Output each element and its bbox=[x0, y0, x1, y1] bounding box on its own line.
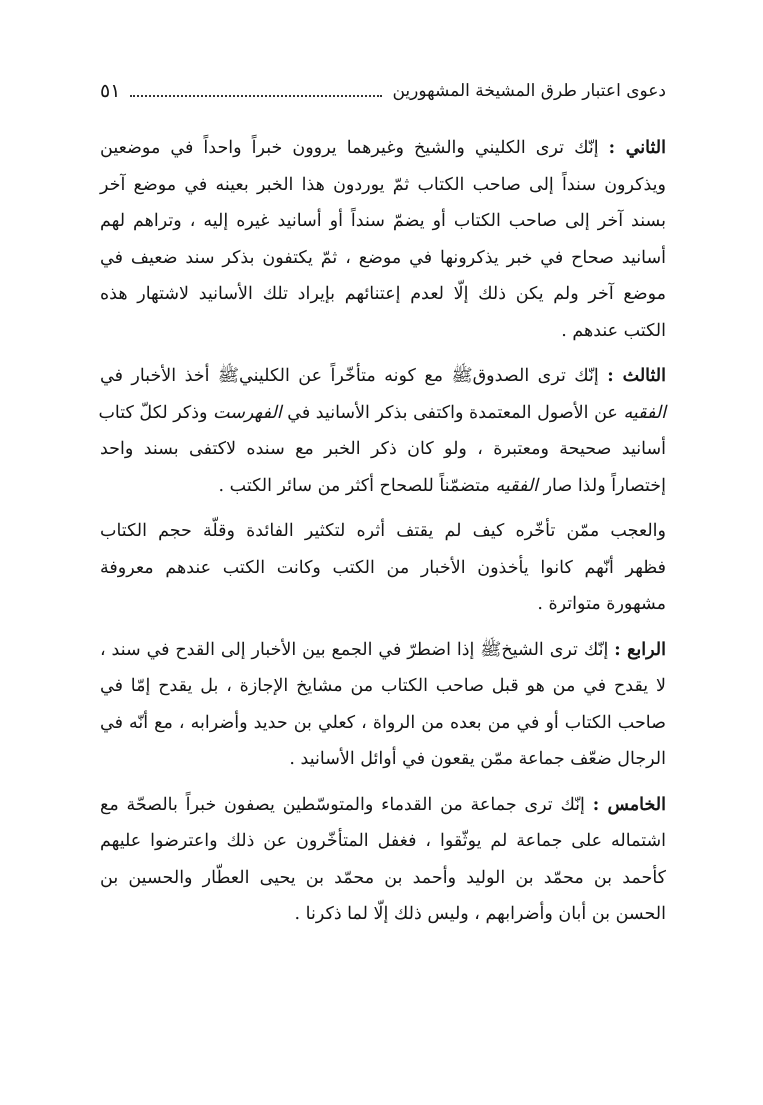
line-text: اشتماله على جماعة لم يوثّقوا ، فغفل المتأخّرون عن ذلك واعترضوا عليهم bbox=[100, 831, 666, 851]
paragraph bbox=[100, 787, 666, 933]
text-line bbox=[100, 240, 666, 277]
line-text: إنّك ترى الشيخﷺ إذا اضطرّ في الجمع بين الأخبار إلى القدح في سند ، bbox=[100, 639, 615, 660]
text-line bbox=[100, 860, 666, 897]
line-text: إنّك ترى جماعة من القدماء والمتوسّطين يصفون خبراً بالصحّة مع bbox=[100, 794, 593, 815]
line-text: الرجال ضعّف جماعة ممّن يقعون في أوائل الأسانيد . bbox=[289, 749, 666, 769]
book-title: الفهرست bbox=[213, 402, 282, 423]
leader-dots bbox=[130, 93, 382, 97]
text-line bbox=[100, 358, 666, 395]
section-heading: الخامس : bbox=[592, 794, 667, 815]
line-text: ويذكرون سنداً إلى صاحب الكتاب ثمّ يوردون هذا الخبر بعينه في موضع آخر bbox=[100, 174, 666, 195]
page-body bbox=[100, 130, 666, 942]
paragraph bbox=[100, 358, 666, 504]
text-line bbox=[100, 313, 666, 350]
text-line bbox=[100, 741, 666, 778]
book-title: الفقيه bbox=[623, 402, 666, 423]
page-number: ٥١ bbox=[100, 80, 121, 102]
text-line bbox=[100, 468, 666, 505]
text-line bbox=[100, 130, 666, 167]
section-heading: الثالث : bbox=[607, 366, 666, 386]
line-text: إنّك ترى الصدوقﷺ مع كونه متأخّراً عن الكلينيﷺ أخذ الأخبار في bbox=[100, 366, 608, 386]
section-heading: الثاني : bbox=[608, 138, 666, 158]
paragraph bbox=[100, 632, 666, 778]
text-line bbox=[100, 787, 666, 824]
line-text: موضع آخر ولم يكن ذلك إلّا لعدم إعتنائهم بإيراد تلك الأسانيد لاشتهار هذه bbox=[100, 284, 666, 304]
text-line bbox=[100, 586, 666, 623]
line-text: الكتب عندهم . bbox=[561, 320, 666, 341]
line-text: كأحمد بن محمّد بن الوليد وأحمد بن محمّد بن يحيى العطّار والحسين بن bbox=[100, 867, 666, 888]
line-text: أسانيد صحاح في خبر يذكرونها في موضع ، ثمّ يكتفون بذكر سند ضعيف في bbox=[100, 247, 666, 268]
line-text: إختصاراً ولذا صار bbox=[538, 475, 666, 496]
text-line bbox=[100, 550, 666, 587]
header-title: دعوى اعتبار طرق المشيخة المشهورين bbox=[392, 81, 666, 101]
text-line bbox=[100, 276, 666, 313]
line-text: والعجب ممّن تأخّره كيف لم يقتف أثره لتكثير الفائدة وقلّة حجم الكتاب bbox=[100, 521, 666, 541]
book-title: الفقيه bbox=[495, 475, 539, 496]
section-heading: الرابع : bbox=[614, 639, 667, 660]
text-line bbox=[100, 513, 666, 550]
line-text: أسانيد صحيحة ومعتبرة ، ولو كان ذكر الخبر مع سنده لاكتفى بسند واحد bbox=[100, 439, 666, 459]
text-line bbox=[100, 395, 666, 432]
paragraph bbox=[100, 130, 666, 349]
line-text: فظهر أنّهم كانوا يأخذون الأخبار من الكتب وكانت الكتب عندهم معروفة bbox=[100, 557, 666, 578]
paragraph bbox=[100, 513, 666, 623]
text-line bbox=[100, 203, 666, 240]
text-line bbox=[100, 823, 666, 860]
line-text: لا يقدح في من هو قبل صاحب الكتاب من مشايخ الإجازة ، بل يقدح إمّا في bbox=[100, 676, 666, 696]
text-line bbox=[100, 896, 666, 933]
text-line bbox=[100, 431, 666, 468]
line-text: وذكر لكلّ كتاب bbox=[98, 402, 214, 423]
line-text: الحسن بن أبان وأضرابهم ، وليس ذلك إلّا لما ذكرنا . bbox=[294, 904, 666, 924]
text-line bbox=[100, 632, 666, 669]
line-text: صاحب الكتاب أو في من بعده من الرواة ، كعلي بن حديد وأضرابه ، مع أنّه في bbox=[100, 712, 666, 733]
line-text: بسند آخر إلى صاحب الكتاب أو يضمّ سنداً أو أسانيد غيره إليه ، وتراهم لهم bbox=[100, 211, 666, 231]
text-line bbox=[100, 705, 666, 742]
running-header bbox=[100, 74, 666, 108]
line-text: عن الأصول المعتمدة واكتفى بذكر الأسانيد في bbox=[281, 402, 624, 423]
text-line bbox=[100, 668, 666, 705]
line-text: متضمّناً للصحاح أكثر من سائر الكتب . bbox=[218, 475, 496, 496]
line-text: إنّك ترى الكليني والشيخ وغيرهما يروون خبراً واحداً في موضعين bbox=[100, 138, 609, 158]
line-text: مشهورة متواترة . bbox=[537, 594, 666, 614]
text-line bbox=[100, 167, 666, 204]
